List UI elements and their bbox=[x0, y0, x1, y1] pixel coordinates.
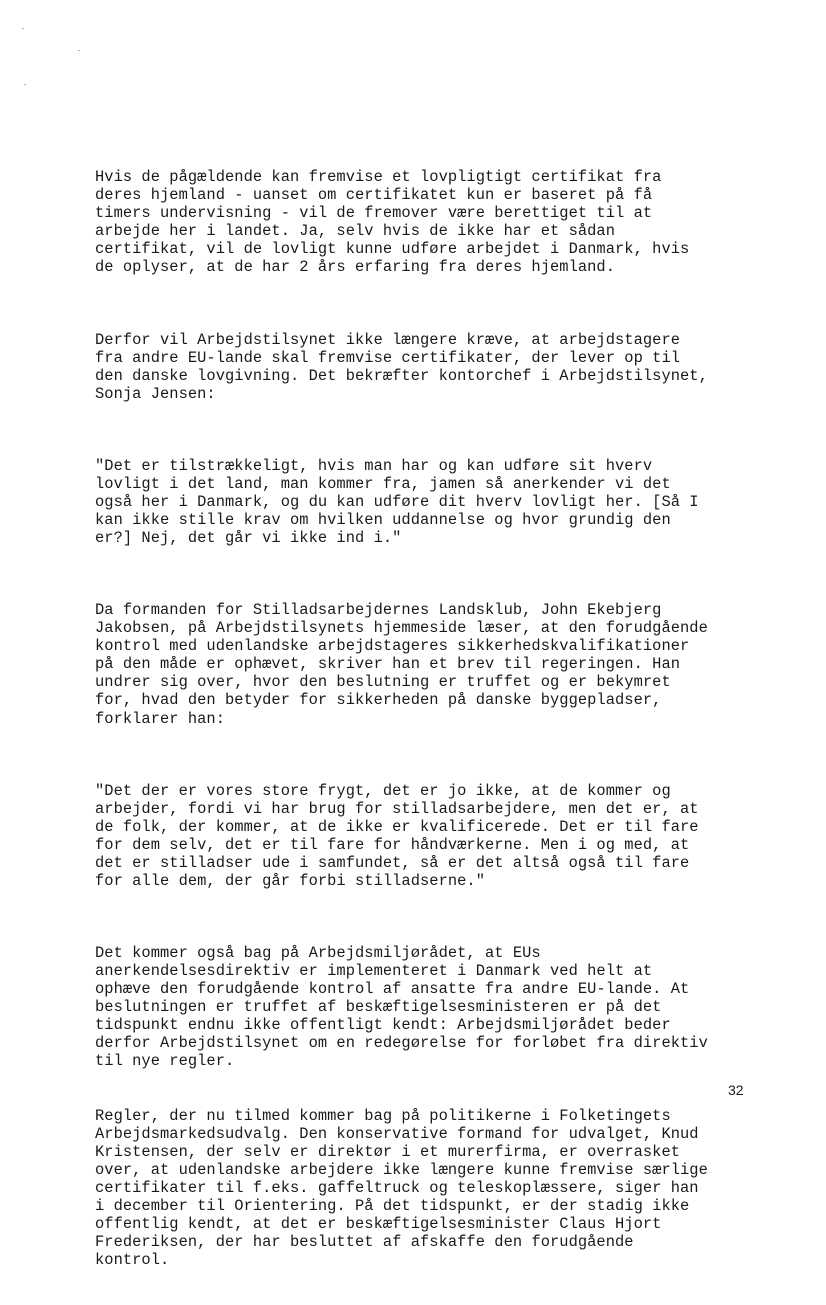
paragraph-certificate-rules: Hvis de pågældende kan fremvise et lovpligtigt certifikat fra deres hjemland - uanset om certifikatet kun er baseret på få timers undervisning - vil de fremover være berettiget til at arbejde her i landet. Ja, selv hvis de ikke har et sådan certifikat, vil de lovligt kunne udføre arbejdet i Danmark, hvis de oplyser, at de har 2 års erfaring fra deres hjemland. bbox=[95, 168, 690, 277]
quote-john-ekebjerg: "Det der er vores store frygt, det er jo ikke, at de kommer og arbejder, fordi vi har brug for stilladsarbejdere, men det er, at de folk, der kommer, at de ikke er kvalificerede. Det er til fare for dem selv, det er til fare for håndværkerne. Men i og med, at det er stilladser ude i samfundet, så er det altså også til fare for alle dem, der går forbi stilladserne." bbox=[95, 781, 699, 890]
body-text bbox=[95, 132, 775, 1305]
page-number: 32 bbox=[728, 1082, 744, 1098]
paragraph-arbejdstilsynet: Derfor vil Arbejdstilsynet ikke længere kræve, at arbejdstagere fra andre EU-lande skal fremvise certifikater, der lever op til den danske lovgivning. Det bekræfter kontorchef i Arbejdstilsynet, Sonja Jensen: bbox=[95, 330, 708, 403]
paragraph-folketinget: Regler, der nu tilmed kommer bag på politikerne i Folketingets Arbejdsmarkedsudvalg. Den konservative formand for udvalget, Knud Kristensen, der selv er direktør i et murerfirma, er overrasket over, at udenlandske arbejdere ikke længere kunne fremvise særlige certifikater til f.eks. gaffeltruck og teleskoplæssere, siger han i december til Orientering. På det tidspunkt, er der stadig ikke offentlig kendt, at det er beskæftigelsesminister Claus Hjort Frederiksen, der har besluttet af afskaffe den forudgående kontrol. bbox=[95, 1106, 708, 1269]
quote-sonja-jensen: "Det er tilstrækkeligt, hvis man har og kan udføre sit hverv lovligt i det land, man kommer fra, jamen så anerkender vi det også her i Danmark, og du kan udføre dit hverv lovligt her. [Så I kan ikke stille krav om hvilken uddannelse og hvor grundig den er?] Nej, det går vi ikke ind i." bbox=[95, 456, 699, 548]
paragraph-arbejdsmiljoraadet: Det kommer også bag på Arbejdsmiljørådet, at EUs anerkendelsesdirektiv er implementeret i Danmark ved helt at ophæve den forudgående kontrol af ansatte fra andre EU-lande. At beslutningen er truffet af beskæftigelsesministeren er på det tidspunkt endnu ikke offentligt kendt: Arbejdsmiljørådet beder derfor Arbejdstilsynet om en redegørelse for forløbet fra direktiv til nye regler. bbox=[95, 944, 708, 1071]
scan-speck bbox=[22, 28, 24, 29]
paragraph-stilladsarbejdere: Da formanden for Stilladsarbejdernes Landsklub, John Ekebjerg Jakobsen, på Arbejdstilsynets hjemmeside læser, at den forudgående kontrol med udenlandske arbejdstageres sikkerhedskvalifikationer på den måde er ophævet, skriver han et brev til regeringen. Han undrer sig over, hvor den beslutning er truffet og er bekymret for, hvad den betyder for sikkerheden på danske byggepladser, forklarer han: bbox=[95, 601, 708, 728]
scan-speck bbox=[24, 84, 26, 85]
scan-speck bbox=[78, 50, 80, 51]
